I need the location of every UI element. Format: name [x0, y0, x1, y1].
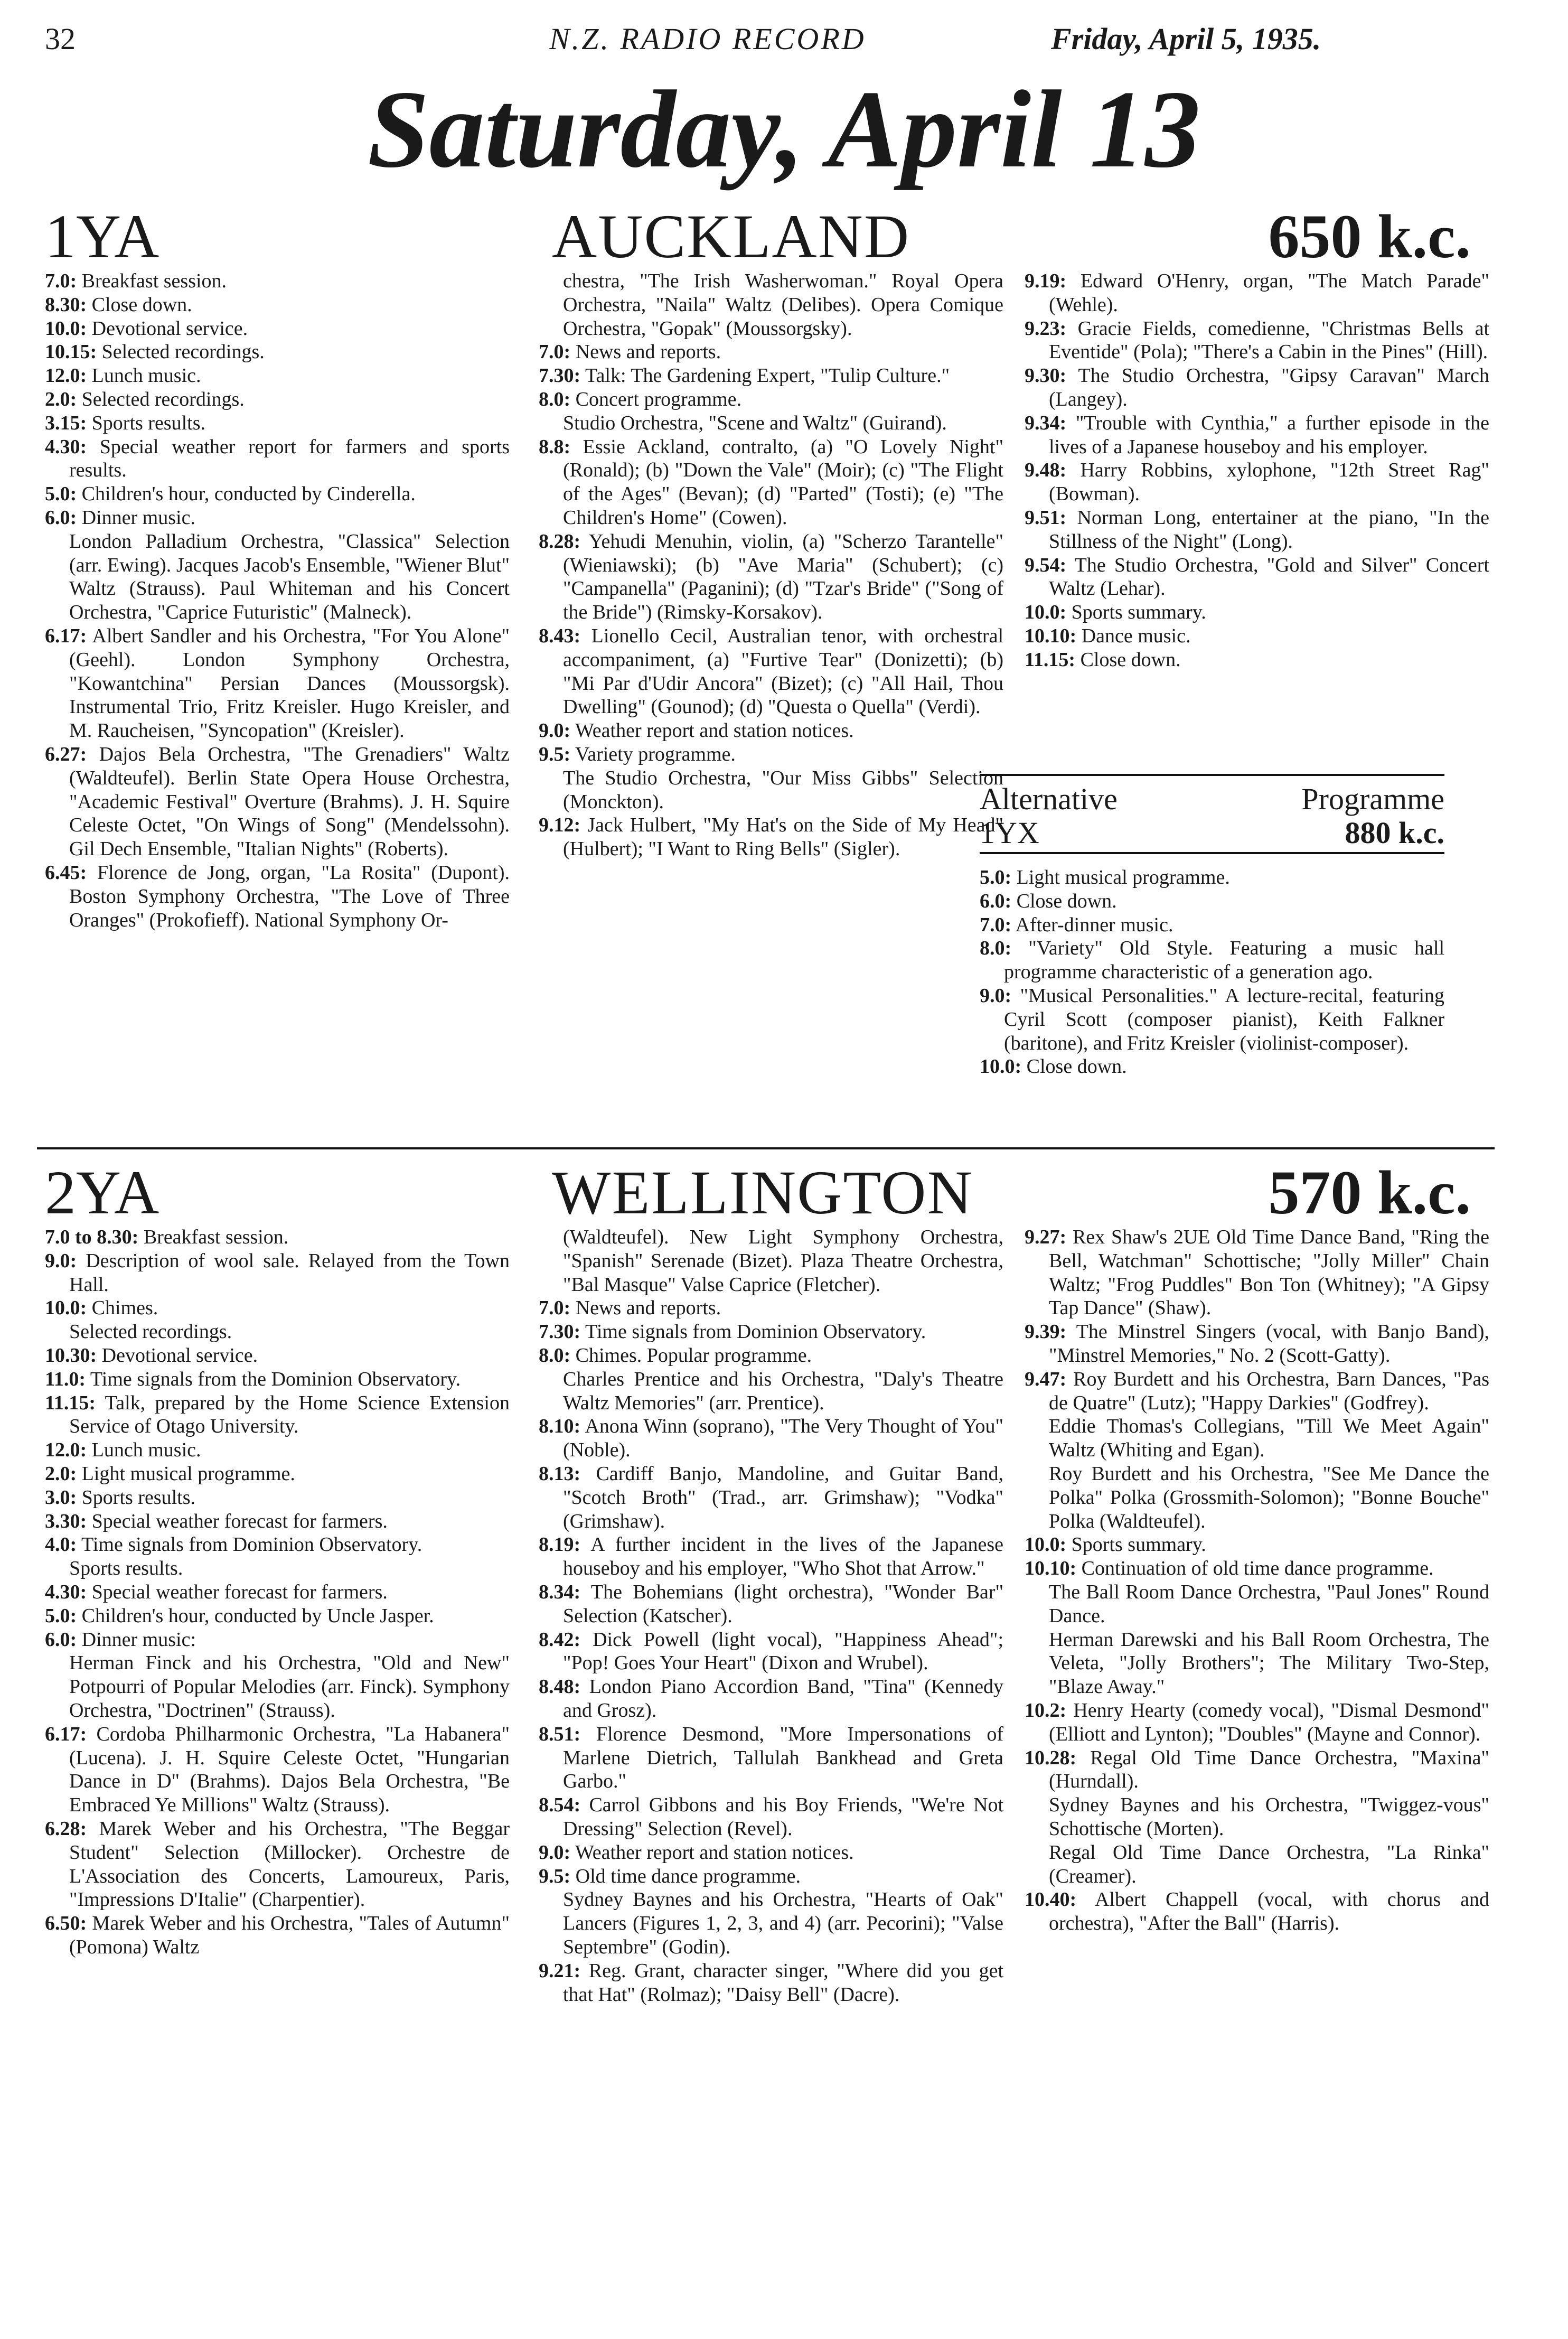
programme-entry — [539, 624, 1003, 719]
programme-time: 9.30: — [1025, 364, 1067, 387]
programme-entry — [1025, 506, 1489, 554]
programme-description: Reg. Grant, character singer, "Where did you get that Hat" (Rolmaz); "Daisy Bell" (Dacre). — [563, 1959, 1003, 2006]
programme-entry — [45, 1391, 510, 1439]
programme-description: Regal Old Time Dance Orchestra, "La Rinka" (Creamer). — [1049, 1841, 1489, 1887]
programme-time: 4.30: — [45, 1580, 87, 1603]
programme-entry — [539, 1865, 1003, 1888]
programme-description: Dick Powell (light vocal), "Happiness Ahead"; "Pop! Goes Your Heart" (Dixon and Wrubel). — [563, 1628, 1003, 1674]
programme-time: 8.8: — [539, 435, 571, 458]
programme-description: Albert Sandler and his Orchestra, "For You Alone" (Geehl). London Symphony Orchestra, "Kowantchina" Persian Dances (Moussorgsk). Instrumental Trio, Fritz Kreisler. Hugo Kreisler, and M. Raucheisen, "Syncopation" (Kreisler). — [69, 624, 510, 742]
programme-description: Special weather report for farmers and sports results. — [69, 435, 510, 482]
programme-entry — [539, 1675, 1003, 1723]
programme-label: Programme — [1301, 782, 1444, 816]
programme-time: 6.0: — [45, 506, 77, 529]
programme-entry — [45, 1817, 510, 1912]
programme-entry — [45, 1580, 510, 1604]
programme-entry — [45, 506, 510, 530]
programme-description: Selected recordings. — [81, 388, 245, 410]
programme-time: 10.30: — [45, 1344, 97, 1367]
programme-description: Florence de Jong, organ, "La Rosita" (Dupont). Boston Symphony Orchestra, "The Love of Three Oranges" (Prokofieff). National Symphony Or- — [69, 861, 510, 931]
programme-description: Time signals from the Dominion Observatory. — [90, 1368, 461, 1390]
programme-time: 9.54: — [1025, 554, 1067, 576]
programme-time: 6.0: — [980, 890, 1012, 912]
programme-description: Description of wool sale. Relayed from the Town Hall. — [69, 1249, 510, 1296]
programme-time: 12.0: — [45, 364, 87, 387]
programme-time: 6.17: — [45, 1723, 87, 1745]
programme-time: 3.15: — [45, 411, 87, 434]
programme-entry — [539, 1580, 1003, 1628]
programme-description: London Piano Accordion Band, "Tina" (Kennedy and Grosz). — [563, 1676, 1003, 1721]
programme-time: 7.0 to 8.30: — [45, 1226, 139, 1248]
programme-entry — [539, 813, 1003, 861]
programme-entry — [539, 269, 1003, 340]
programme-time: 3.0: — [45, 1486, 77, 1509]
programme-time: 11.15: — [45, 1391, 96, 1414]
programme-description: Devotional service. — [91, 317, 248, 340]
programme-entry — [45, 1533, 510, 1557]
programme-time: 10.0: — [1025, 601, 1067, 624]
programme-description: "Musical Personalities." A lecture-recital, featuring Cyril Scott (composer pianist), Keith Falkner (baritone), and Fritz Kreisler (violinist-composer). — [1004, 984, 1445, 1054]
programme-entry — [1025, 648, 1489, 672]
programme-time: 8.19: — [539, 1533, 581, 1556]
programme-entry — [980, 913, 1444, 937]
programme-entry — [45, 624, 510, 743]
programme-time: 6.50: — [45, 1912, 87, 1935]
programme-entry — [45, 1462, 510, 1486]
programme-entry — [45, 293, 510, 317]
programme-entry — [539, 1723, 1003, 1793]
programme-time: 10.10: — [1025, 1557, 1077, 1580]
programme-entry — [539, 1296, 1003, 1320]
programme-description: Special weather forecast for farmers. — [91, 1510, 388, 1532]
programme-description: The Studio Orchestra, "Gipsy Caravan" March (Langey). — [1049, 364, 1489, 410]
programme-description: Norman Long, entertainer at the piano, "In the Stillness of the Night" (Long). — [1049, 506, 1490, 553]
programme-time: 8.10: — [539, 1415, 581, 1438]
programme-time: 10.40: — [1025, 1888, 1077, 1911]
station-frequency: 570 k.c. — [1268, 1158, 1471, 1227]
programme-entry — [980, 1055, 1444, 1079]
programme-description: Essie Ackland, contralto, (a) "O Lovely Night" (Ronald); (b) "Down the Vale" (Moir); (c) "The Flight of the Ages" (Bevan); (d) "Parted" (Tosti); (e) "The Children's Home" (Cowen). — [563, 435, 1004, 529]
programme-entry — [1025, 459, 1489, 506]
programme-description: Charles Prentice and his Orchestra, "Daly's Theatre Waltz Memories" (arr. Prentice). — [563, 1368, 1003, 1414]
programme-description: Henry Hearty (comedy vocal), "Dismal Desmond" (Elliott and Lynton); "Doubles" (Mayne and Connor). — [1049, 1699, 1489, 1745]
programme-description: Harry Robbins, xylophone, "12th Street Rag" (Bowman). — [1049, 459, 1489, 506]
programme-description: Dinner music. — [81, 506, 195, 529]
programme-description: Roy Burdett and his Orchestra, "See Me Dance the Polka" Polka (Grossmith-Solomon); "Bonne Bouche" Polka (Waldteufel). — [1049, 1462, 1489, 1532]
programme-description: News and reports. — [575, 341, 721, 363]
programme-entry — [539, 766, 1003, 814]
programme-entry — [1025, 1793, 1489, 1841]
programme-entry — [1025, 601, 1489, 624]
programme-description: Edward O'Henry, organ, "The Match Parade" (Wehle). — [1049, 270, 1490, 316]
programme-description: Sports results. — [91, 411, 206, 434]
programme-time: 11.0: — [45, 1368, 86, 1390]
station-call-sign: 1YA — [45, 202, 159, 271]
programme-description: Talk, prepared by the Home Science Extension Service of Otago University. — [69, 1391, 510, 1438]
programme-entry — [980, 866, 1444, 890]
programme-time: 11.15: — [1025, 648, 1076, 671]
programme-time: 9.47: — [1025, 1368, 1067, 1390]
programme-description: Eddie Thomas's Collegians, "Till We Meet Again" Waltz (Whiting and Egan). — [1049, 1415, 1489, 1462]
programme-description: Continuation of old time dance programme. — [1081, 1557, 1434, 1580]
programme-description: A further incident in the lives of the Japanese houseboy and his employer, "Who Shot that Arrow." — [563, 1533, 1003, 1580]
programme-description: Marek Weber and his Orchestra, "Tales of Autumn" (Pomona) Waltz — [69, 1912, 510, 1958]
programme-description: Time signals from Dominion Observatory. — [585, 1321, 926, 1343]
programme-entry — [1025, 1888, 1489, 1935]
programme-time: 8.0: — [539, 1344, 571, 1367]
programme-time: 8.28: — [539, 530, 581, 553]
programme-time: 10.15: — [45, 341, 97, 363]
programme-description: Lionello Cecil, Australian tenor, with orchestral accompaniment, (a) "Furtive Tear" (Donizetti); (b) "Mi Par d'Udir Ancora" (Bizet); (c) "All Hail, Thou Dwelling" (Gounod); (d) "Questa o Quella" (Verdi). — [563, 624, 1004, 718]
station-frequency: 650 k.c. — [1268, 202, 1471, 271]
programme-entry — [539, 1793, 1003, 1841]
programme-entry — [45, 1604, 510, 1628]
programme-entry — [539, 411, 1003, 435]
programme-entry — [1025, 1841, 1489, 1888]
programme-description: Children's hour, conducted by Cinderella. — [81, 483, 416, 506]
programme-entry — [45, 1651, 510, 1722]
programme-time: 9.5: — [539, 1865, 571, 1887]
programme-time: 7.30: — [539, 364, 581, 387]
alternative-frequency: 880 k.c. — [1345, 816, 1444, 850]
programme-entry — [1025, 1415, 1489, 1462]
programme-entry — [539, 340, 1003, 364]
programme-entry — [539, 530, 1003, 624]
programme-description: The Minstrel Singers (vocal, with Banjo Band), "Minstrel Memories," No. 2 (Scott-Gatty). — [1049, 1321, 1489, 1367]
programme-description: Close down. — [1080, 648, 1181, 671]
programme-entry — [45, 1368, 510, 1391]
programme-entry — [1025, 1699, 1489, 1746]
programme-entry — [539, 1533, 1003, 1580]
programme-description: Marek Weber and his Orchestra, "The Beggar Student" Selection (Millocker). Orchestre de L'Association des Concerts, Lamoureux, Paris, "Impressions D'Italie" (Charpentier). — [69, 1817, 510, 1911]
programme-description: Close down. — [91, 293, 192, 316]
programme-description: Carrol Gibbons and his Boy Friends, "We're Not Dressing" Selection (Revel). — [563, 1794, 1003, 1840]
programme-entry — [45, 388, 510, 411]
programme-description: The Ball Room Dance Orchestra, "Paul Jones" Round Dance. — [1049, 1580, 1489, 1627]
programme-time: 7.30: — [539, 1321, 581, 1343]
programme-time: 9.48: — [1025, 459, 1067, 482]
programme-description: chestra, "The Irish Washerwoman." Royal Opera Orchestra, "Naila" Waltz (Delibes). Opera Comique Orchestra, "Gopak" (Moussorgsky). — [563, 270, 1003, 340]
programme-description: Time signals from Dominion Observatory. — [81, 1533, 422, 1556]
programme-time: 10.2: — [1025, 1699, 1067, 1721]
programme-time: 9.0: — [980, 984, 1012, 1007]
programme-entry — [45, 1320, 510, 1344]
programme-entry — [1025, 317, 1489, 364]
programme-description: After-dinner music. — [1015, 913, 1173, 936]
programme-description: Sydney Baynes and his Orchestra, "Hearts of Oak" Lancers (Figures 1, 2, 3, and 4) (arr. Pecorini); "Valse Septembre" (Godin). — [563, 1888, 1003, 1958]
programme-description: Cordoba Philharmonic Orchestra, "La Habanera" (Lucena). J. H. Squire Celeste Octet, "Hungarian Dance in D" (Brahms). Dajos Bela Orchestra, "Be Embraced Ye Millions" Waltz (Strauss). — [69, 1723, 510, 1817]
programme-entry — [1025, 1533, 1489, 1557]
programme-description: Light musical programme. — [1016, 866, 1230, 888]
programme-entry — [1025, 1320, 1489, 1368]
programme-time: 8.51: — [539, 1723, 581, 1745]
programme-entry — [1025, 1580, 1489, 1628]
programme-entry — [980, 984, 1444, 1055]
programme-entry — [1025, 624, 1489, 648]
programme-entry — [1025, 1225, 1489, 1320]
programme-entry — [539, 743, 1003, 766]
programme-time: 5.0: — [45, 1604, 77, 1627]
programme-entry — [45, 1438, 510, 1462]
programme-entry — [539, 719, 1003, 743]
programme-time: 9.27: — [1025, 1226, 1067, 1248]
programme-description: Selected recordings. — [69, 1321, 232, 1343]
programme-time: 5.0: — [45, 483, 77, 506]
programme-time: 8.43: — [539, 624, 581, 647]
programme-description: Weather report and station notices. — [575, 1841, 854, 1864]
programme-entry — [1025, 411, 1489, 459]
running-head — [0, 21, 1568, 63]
page-number: 32 — [45, 22, 76, 56]
programme-column-2 — [539, 1225, 1003, 2006]
programme-time: 8.30: — [45, 293, 87, 316]
programme-time: 7.0: — [45, 270, 77, 292]
programme-time: 7.0: — [539, 1297, 571, 1320]
programme-entry — [45, 1628, 510, 1652]
programme-time: 8.48: — [539, 1676, 581, 1698]
programme-time: 8.54: — [539, 1794, 581, 1817]
programme-time: 9.0: — [45, 1249, 77, 1272]
programme-description: Florence Desmond, "More Impersonations of Marlene Dietrich, Tallulah Bankhead and Greta Garbo." — [563, 1723, 1003, 1793]
programme-description: Lunch music. — [91, 364, 201, 387]
alternative-programme-list — [980, 866, 1444, 1079]
alternative-call-sign: 1YX — [980, 816, 1039, 850]
programme-entry — [539, 1320, 1003, 1344]
programme-entry — [45, 482, 510, 506]
programme-entry — [539, 364, 1003, 388]
programme-entry — [1025, 269, 1489, 317]
programme-entry — [980, 890, 1444, 913]
programme-description: News and reports. — [575, 1297, 721, 1320]
programme-time: 10.0: — [45, 317, 87, 340]
programme-entry — [539, 1959, 1003, 2007]
programme-description: Sports summary. — [1071, 1533, 1206, 1556]
programme-entry — [539, 1462, 1003, 1533]
alternative-label: Alternative — [980, 782, 1118, 816]
programme-entry — [1025, 1746, 1489, 1794]
programme-description: Chimes. Popular programme. — [575, 1344, 812, 1367]
programme-entry — [539, 1368, 1003, 1415]
programme-entry — [1025, 554, 1489, 601]
programme-entry — [980, 937, 1444, 984]
programme-description: Talk: The Gardening Expert, "Tulip Culture." — [585, 364, 950, 387]
programme-time: 6.45: — [45, 861, 87, 884]
programme-entry — [539, 1415, 1003, 1462]
programme-description: The Studio Orchestra, "Our Miss Gibbs" Selection (Monckton). — [563, 766, 1003, 813]
programme-description: Roy Burdett and his Orchestra, Barn Dances, "Pas de Quatre" (Lutz); "Happy Darkies" (Godfrey). — [1049, 1368, 1489, 1414]
programme-time: 3.30: — [45, 1510, 87, 1532]
programme-time: 6.17: — [45, 624, 87, 647]
programme-description: "Trouble with Cynthia," a further episode in the lives of a Japanese houseboy and his employer. — [1049, 411, 1489, 458]
station-call-sign: 2YA — [45, 1158, 159, 1227]
section-divider — [37, 1147, 1495, 1149]
programme-entry — [45, 1486, 510, 1510]
programme-entry — [45, 340, 510, 364]
programme-time: 9.21: — [539, 1959, 581, 1982]
programme-time: 7.0: — [980, 913, 1012, 936]
issue-date: Friday, April 5, 1935. — [1051, 22, 1321, 56]
programme-description: Regal Old Time Dance Orchestra, "Maxina" (Hurndall). — [1049, 1746, 1489, 1793]
programme-time: 6.27: — [45, 743, 87, 765]
programme-time: 10.0: — [45, 1297, 87, 1320]
programme-time: 9.0: — [539, 719, 571, 742]
programme-entry — [539, 1628, 1003, 1676]
programme-time: 4.30: — [45, 435, 87, 458]
programme-description: Dajos Bela Orchestra, "The Grenadiers" Waltz (Waldteufel). Berlin State Opera House Orchestra, "Academic Festival" Overture (Brahms). J. H. Squire Celeste Octet, "On Wings of Song" (Mendelssohn). Gil Dech Ensemble, "Italian Nights" (Roberts). — [69, 743, 510, 860]
programme-entry — [539, 1225, 1003, 1296]
programme-entry — [539, 1841, 1003, 1865]
programme-time: 8.13: — [539, 1462, 581, 1485]
programme-time: 5.0: — [980, 866, 1012, 888]
programme-time: 9.39: — [1025, 1321, 1067, 1343]
programme-time: 6.28: — [45, 1817, 87, 1840]
programme-description: Herman Darewski and his Ball Room Orchestra, The Veleta, "Jolly Brothers"; The Military Two-Step, "Blaze Away." — [1049, 1628, 1489, 1698]
programme-time: 9.51: — [1025, 506, 1067, 529]
programme-description: Close down. — [1016, 890, 1117, 912]
programme-entry — [45, 861, 510, 932]
programme-description: "Variety" Old Style. Featuring a music hall programme characteristic of a generation ago. — [1004, 937, 1444, 984]
programme-description: Special weather forecast for farmers. — [91, 1580, 388, 1603]
programme-entry — [45, 435, 510, 483]
programme-description: Gracie Fields, comedienne, "Christmas Bells at Eventide" (Pola); "There's a Cabin in the Pines" (Hill). — [1049, 317, 1490, 363]
programme-description: Cardiff Banjo, Mandoline, and Guitar Band, "Scotch Broth" (Trad., arr. Grimshaw); "Vodka" (Grimshaw). — [563, 1462, 1004, 1532]
programme-time: 4.0: — [45, 1533, 77, 1556]
programme-entry — [45, 269, 510, 293]
programme-description: Sports results. — [69, 1557, 183, 1580]
programme-description: Chimes. — [91, 1297, 158, 1320]
programme-entry — [1025, 1368, 1489, 1415]
programme-time: 12.0: — [45, 1439, 87, 1462]
programme-entry — [45, 530, 510, 624]
programme-description: Studio Orchestra, "Scene and Waltz" (Guirand). — [563, 411, 947, 434]
programme-description: Albert Chappell (vocal, with chorus and orchestra), "After the Ball" (Harris). — [1049, 1888, 1490, 1935]
programme-description: Concert programme. — [575, 388, 742, 410]
programme-description: Dance music. — [1081, 624, 1191, 647]
station-section-2ya — [45, 1157, 1490, 2006]
programme-entry — [45, 1510, 510, 1533]
programme-entry — [1025, 1628, 1489, 1699]
programme-entry — [45, 1912, 510, 1959]
station-city: AUCKLAND — [552, 202, 910, 271]
programme-description: Light musical programme. — [81, 1462, 295, 1485]
programme-time: 2.0: — [45, 388, 77, 410]
programme-column-2 — [539, 269, 1003, 861]
programme-description: (Waldteufel). New Light Symphony Orchestra, "Spanish" Serenade (Bizet). Plaza Theatre Orchestra, "Bal Masque" Valse Caprice (Fletcher). — [563, 1226, 1003, 1296]
programme-entry — [1025, 364, 1489, 411]
programme-time: 9.23: — [1025, 317, 1067, 340]
programme-entry — [45, 364, 510, 388]
programme-time: 9.34: — [1025, 411, 1067, 434]
programme-time: 8.0: — [539, 388, 571, 410]
programme-description: The Studio Orchestra, "Gold and Silver" Concert Waltz (Lehar). — [1049, 554, 1489, 600]
programme-entry — [45, 1296, 510, 1320]
programme-time: 8.0: — [980, 937, 1012, 960]
programme-description: Breakfast session. — [81, 270, 227, 292]
programme-description: Weather report and station notices. — [575, 719, 854, 742]
programme-entry — [539, 1344, 1003, 1368]
programme-description: Children's hour, conducted by Uncle Jasper. — [81, 1604, 434, 1627]
programme-time: 9.12: — [539, 814, 581, 837]
programme-time: 7.0: — [539, 341, 571, 363]
programme-column-1 — [45, 269, 510, 932]
programme-description: Selected recordings. — [101, 341, 265, 363]
station-header — [45, 1157, 1471, 1225]
programme-time: 10.0: — [980, 1055, 1022, 1078]
programme-description: Herman Finck and his Orchestra, "Old and New" Potpourri of Popular Melodies (arr. Finck). Symphony Orchestra, "Doctrinen" (Strauss). — [69, 1652, 510, 1721]
programme-time: 10.0: — [1025, 1533, 1067, 1556]
programme-description: Sports results. — [81, 1486, 196, 1509]
programme-column-1 — [45, 1225, 510, 1959]
programme-entry — [45, 317, 510, 341]
programme-entry — [1025, 1557, 1489, 1580]
programme-time: 9.19: — [1025, 270, 1067, 292]
programme-description: Dinner music: — [81, 1628, 196, 1651]
programme-time: 9.5: — [539, 743, 571, 765]
programme-description: Yehudi Menuhin, violin, (a) "Scherzo Tarantelle" (Wieniawski); (b) "Ave Maria" (Schubert); (c) "Campanella" (Paganini); (d) "Tzar's Bride" ("Song of the Bride") (Rimsky-Korsakov). — [563, 530, 1003, 624]
programme-description: Sydney Baynes and his Orchestra, "Twiggez-vous" Schottische (Morten). — [1049, 1794, 1489, 1840]
publication-name: N.Z. RADIO RECORD — [549, 22, 866, 56]
programme-description: Anona Winn (soprano), "The Very Thought of You" (Noble). — [563, 1415, 1004, 1462]
programme-time: 8.34: — [539, 1580, 581, 1603]
programme-description: Breakfast session. — [143, 1226, 289, 1248]
programme-description: Variety programme. — [575, 743, 736, 765]
programme-description: Sports summary. — [1071, 601, 1206, 624]
day-title: Saturday, April 13 — [367, 68, 1201, 191]
alternative-station-line — [980, 815, 1444, 854]
programme-description: Jack Hulbert, "My Hat's on the Side of My Head" (Hulbert); "I Want to Ring Bells" (Sigler). — [563, 814, 1004, 860]
programme-column-3 — [1025, 269, 1489, 672]
programme-time: 10.28: — [1025, 1746, 1077, 1769]
alternative-programme-box — [980, 774, 1444, 1079]
programme-time: 8.42: — [539, 1628, 581, 1651]
programme-entry — [45, 1249, 510, 1297]
programme-entry — [1025, 1462, 1489, 1533]
programme-description: Close down. — [1026, 1055, 1127, 1078]
programme-time: 2.0: — [45, 1462, 77, 1485]
programme-entry — [45, 1723, 510, 1817]
programme-entry — [539, 1888, 1003, 1959]
programme-entry — [45, 1225, 510, 1249]
programme-entry — [45, 743, 510, 861]
programme-description: Devotional service. — [101, 1344, 258, 1367]
station-header — [45, 201, 1471, 269]
programme-entry — [45, 1557, 510, 1580]
station-city: WELLINGTON — [552, 1158, 973, 1227]
programme-entry — [45, 1344, 510, 1368]
alternative-heading — [980, 781, 1444, 815]
programme-description: Lunch music. — [91, 1439, 201, 1462]
programme-time: 9.0: — [539, 1841, 571, 1864]
programme-description: Rex Shaw's 2UE Old Time Dance Band, "Ring the Bell, Watchman" Schottische; "Jolly Miller" Chain Waltz; "Frog Puddles" Bon Ton (Whitney); "A Gipsy Tap Dance" (Shaw). — [1049, 1226, 1489, 1320]
programme-column-3 — [1025, 1225, 1489, 1935]
programme-description: The Bohemians (light orchestra), "Wonder Bar" Selection (Katscher). — [563, 1580, 1003, 1627]
programme-description: London Palladium Orchestra, "Classica" Selection (arr. Ewing). Jacques Jacob's Ensemble, "Wiener Blut" Waltz (Strauss). Paul Whiteman and his Concert Orchestra, "Caprice Futuristic" (Malneck). — [69, 530, 510, 624]
programme-time: 6.0: — [45, 1628, 77, 1651]
programme-entry — [539, 435, 1003, 530]
programme-time: 10.10: — [1025, 624, 1077, 647]
programme-entry — [539, 388, 1003, 411]
programme-description: Old time dance programme. — [575, 1865, 801, 1887]
programme-entry — [45, 411, 510, 435]
